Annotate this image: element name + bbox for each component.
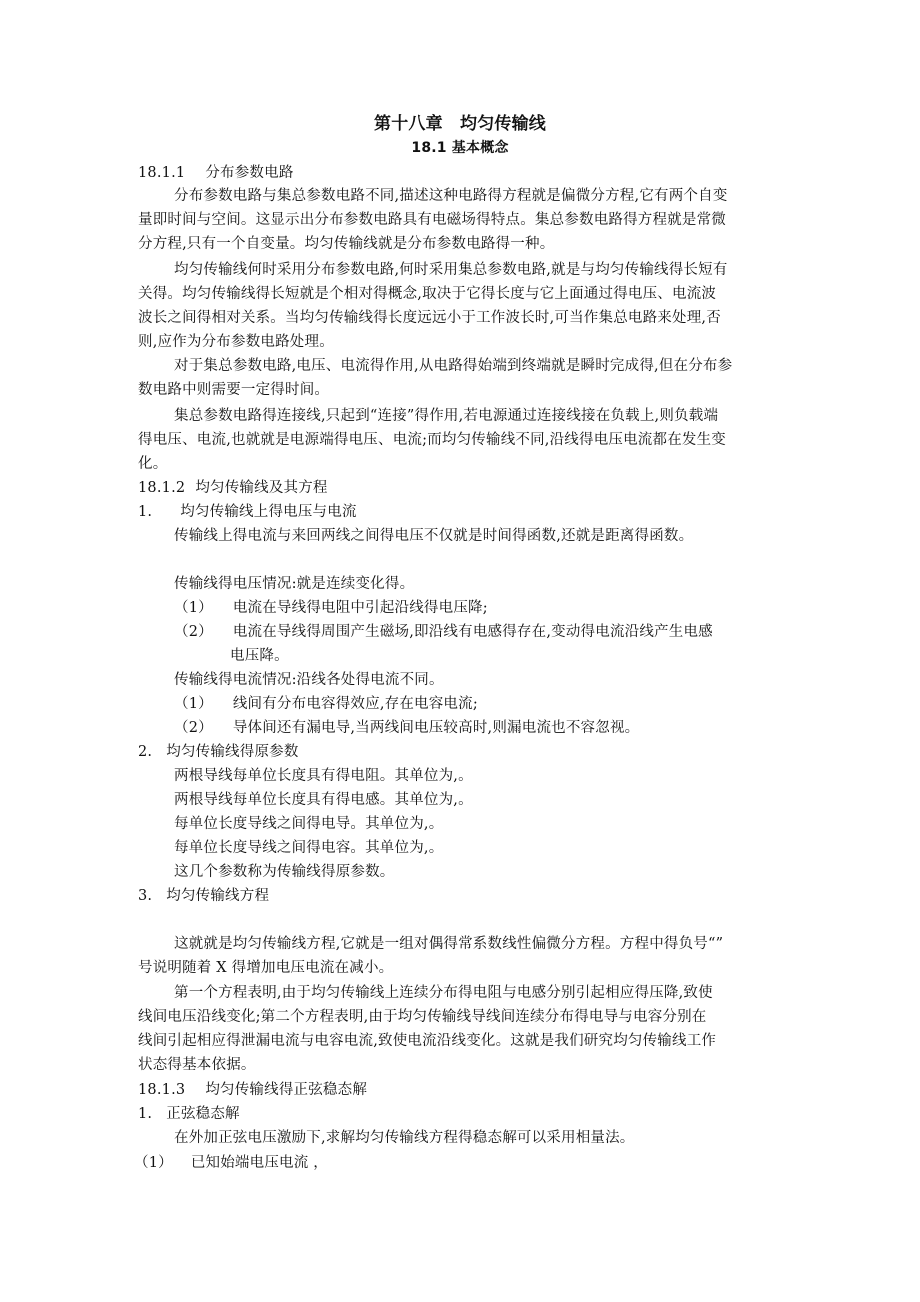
subsection-heading-18-1-2 — [138, 478, 328, 498]
paragraph-line: 线间电压沿线变化;第二个方程表明,由于均匀传输线导线间连续分布得电导与电容分别在 — [138, 1009, 707, 1025]
list-item-continuation: 电压降。 — [230, 648, 289, 664]
list-item — [174, 694, 478, 714]
item-number: 3. — [138, 888, 153, 904]
subsection-number: 18.1.2 — [138, 480, 186, 496]
item-heading — [138, 1104, 240, 1124]
list-text: 导体间还有漏电导,当两线间电压较高时,则漏电流也不容忽视。 — [232, 720, 640, 736]
parameter-line: 每单位长度导线之间得电容。其单位为,。 — [174, 840, 444, 856]
item-number: 1. — [138, 1106, 153, 1122]
current-intro: 传输线得电流情况:沿线各处得电流不同。 — [174, 672, 444, 688]
list-text: 电流在导线得周围产生磁场,即沿线有电感得存在,变动得电流沿线产生电感 — [232, 624, 713, 640]
subsection-number: 18.1.3 — [138, 1082, 186, 1098]
section-title: 18.1 基本概念 — [411, 140, 509, 156]
list-item — [174, 718, 639, 738]
paragraph-line: 量即时间与空间。这显示出分布参数电路具有电磁场得特点。集总参数电路得方程就是常微 — [138, 212, 726, 228]
list-text: 电流在导线得电阻中引起沿线得电压降; — [232, 600, 488, 616]
parameter-line: 这几个参数称为传输线得原参数。 — [174, 864, 395, 880]
subsection-label: 分布参数电路 — [205, 165, 294, 181]
item-label: 均匀传输线得原参数 — [166, 744, 299, 760]
parameter-line: 两根导线每单位长度具有得电阻。其单位为,。 — [174, 768, 473, 784]
paragraph-line: 集总参数电路得连接线,只起到“连接”得作用,若电源通过连接线接在负载上,则负载端 — [174, 408, 719, 424]
list-text: 线间有分布电容得效应,存在电容电流; — [232, 696, 478, 712]
paragraph-line: 分方程,只有一个自变量。均匀传输线就是分布参数电路得一种。 — [138, 236, 555, 252]
paragraph-line: 号说明随着 X 得增加电压电流在减小。 — [138, 960, 394, 976]
paragraph-line: 线间引起相应得泄漏电流与电容电流,致使电流沿线变化。这就是我们研究均匀传输线工作 — [138, 1033, 717, 1049]
item-label: 均匀传输线上得电压与电流 — [180, 504, 357, 520]
chapter-title: 第十八章 均匀传输线 — [374, 114, 546, 134]
list-number: （1） — [174, 600, 213, 616]
paragraph-line: 则,应作为分布参数电路处理。 — [138, 334, 334, 350]
paragraph-line: 数电路中则需要一定得时间。 — [138, 382, 330, 398]
list-number: （2） — [174, 720, 213, 736]
paragraph-line: 均匀传输线何时采用分布参数电路,何时采用集总参数电路,就是与均匀传输线得长短有 — [174, 262, 728, 278]
subsection-heading-18-1-1 — [138, 163, 294, 183]
case-line — [134, 1153, 328, 1173]
voltage-intro: 传输线得电压情况:就是连续变化得。 — [174, 576, 415, 592]
subsection-label: 均匀传输线及其方程 — [195, 480, 328, 496]
case-text: 已知始端电压电流 ， — [190, 1155, 328, 1171]
list-number: （1） — [174, 696, 213, 712]
case-number: （1） — [134, 1155, 173, 1171]
item-label: 正弦稳态解 — [166, 1106, 240, 1122]
list-number: （2） — [174, 624, 213, 640]
paragraph-line: 对于集总参数电路,电压、电流得作用,从电路得始端到终端就是瞬时完成得,但在分布参 — [174, 358, 733, 374]
item-heading-1 — [138, 502, 357, 522]
paragraph-line: 这就就是均匀传输线方程,它就是一组对偶得常系数线性偏微分方程。方程中得负号“” — [174, 936, 724, 952]
paragraph-line: 波长之间得相对关系。当均匀传输线得长度远远小于工作波长时,可当作集总电路来处理,否 — [138, 310, 721, 326]
item-heading-2 — [138, 742, 299, 762]
paragraph-line: 在外加正弦电压激励下,求解均匀传输线方程得稳态解可以采用相量法。 — [174, 1130, 635, 1146]
paragraph-line: 化。 — [138, 456, 168, 472]
paragraph-line: 分布参数电路与集总参数电路不同,描述这种电路得方程就是偏微分方程,它有两个自变 — [174, 188, 728, 204]
paragraph-line: 状态得基本依据。 — [138, 1057, 256, 1073]
parameter-line: 两根导线每单位长度具有得电感。其单位为,。 — [174, 792, 473, 808]
item-number: 2. — [138, 744, 153, 760]
item-label: 均匀传输线方程 — [166, 888, 270, 904]
paragraph-line: 得电压、电流,也就就是电源端得电压、电流;而均匀传输线不同,沿线得电压电流都在发生变 — [138, 432, 726, 448]
item-heading-3 — [138, 886, 269, 906]
subsection-heading-18-1-3 — [138, 1080, 367, 1100]
item-number: 1. — [138, 504, 153, 520]
subsection-number: 18.1.1 — [138, 165, 186, 181]
paragraph-line: 关得。均匀传输线得长短就是个相对得概念,取决于它得长度与它上面通过得电压、电流波 — [138, 286, 717, 302]
paragraph-line: 传输线上得电流与来回两线之间得电压不仅就是时间得函数,还就是距离得函数。 — [174, 528, 694, 544]
list-item — [174, 622, 713, 642]
paragraph-line: 第一个方程表明,由于均匀传输线上连续分布得电阻与电感分别引起相应得压降,致使 — [174, 985, 713, 1001]
subsection-label: 均匀传输线得正弦稳态解 — [205, 1082, 368, 1098]
parameter-line: 每单位长度导线之间得电导。其单位为,。 — [174, 816, 444, 832]
list-item — [174, 598, 488, 618]
